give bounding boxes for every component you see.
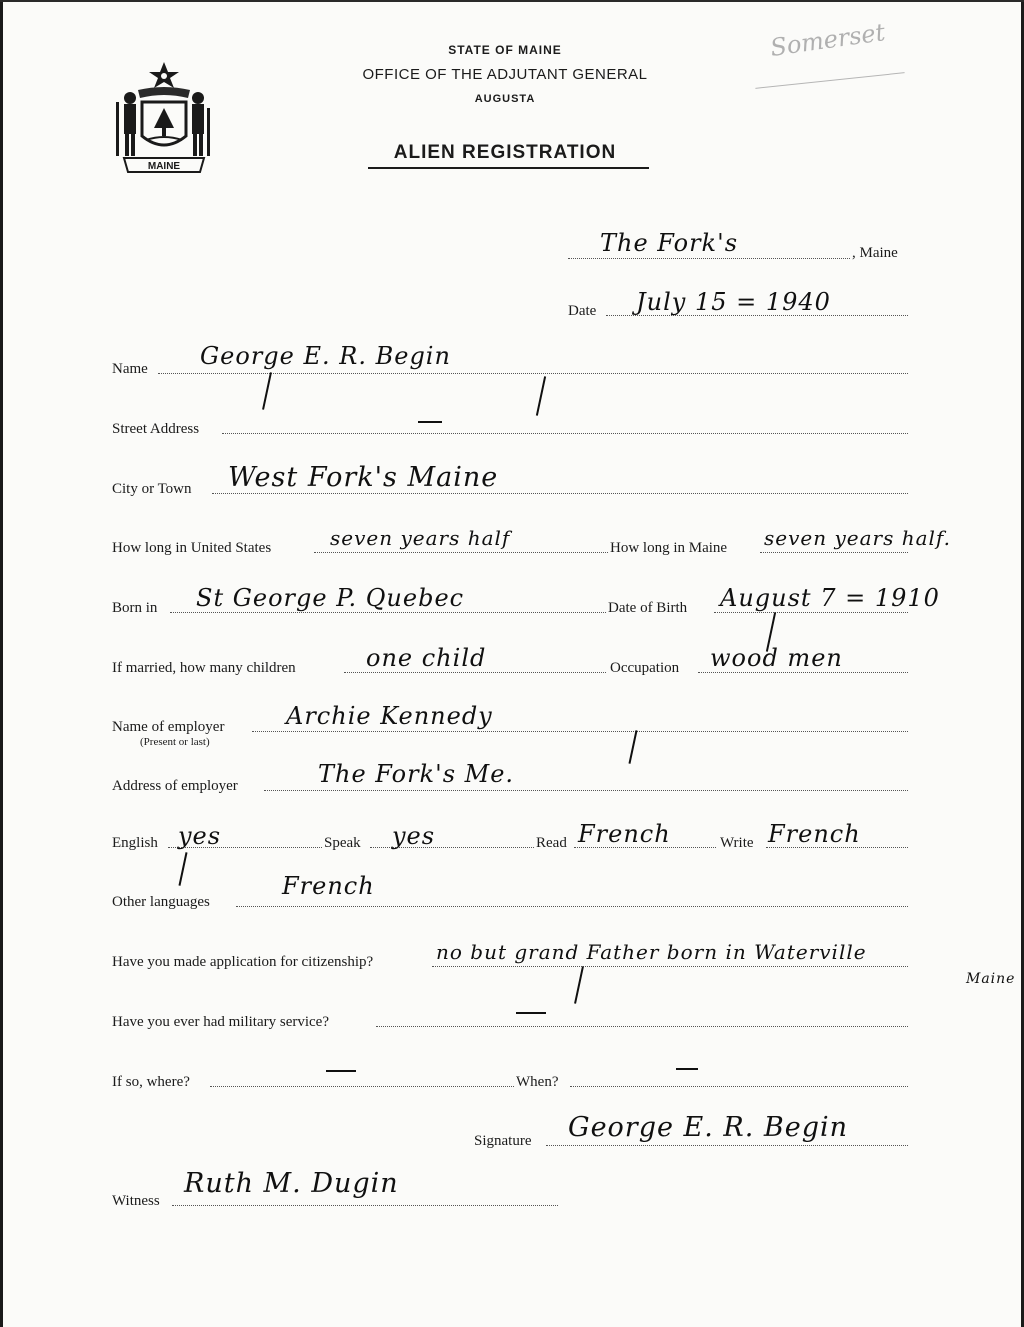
street-address-line bbox=[222, 433, 908, 434]
children-label: If married, how many children bbox=[112, 660, 296, 676]
header-city: AUGUSTA bbox=[474, 93, 536, 105]
children-value: one child bbox=[366, 644, 487, 672]
form-title: ALIEN REGISTRATION bbox=[393, 142, 617, 163]
english-value: yes bbox=[178, 822, 222, 850]
how-long-maine-label: How long in Maine bbox=[610, 540, 728, 556]
header-state: STATE OF MAINE bbox=[448, 43, 562, 57]
date-of-birth-label: Date of Birth bbox=[608, 600, 688, 616]
english-descender bbox=[178, 852, 187, 886]
how-long-us-line bbox=[314, 552, 608, 553]
military-label: Have you ever had military service? bbox=[112, 1014, 329, 1030]
where-dash bbox=[326, 1070, 356, 1072]
place-suffix: , Maine bbox=[852, 245, 898, 261]
scan-edge-top bbox=[0, 0, 1024, 2]
place-value: The Fork's bbox=[600, 229, 739, 257]
name-label: Name bbox=[112, 361, 148, 377]
military-line bbox=[376, 1026, 908, 1027]
signature-value: George E. R. Begin bbox=[568, 1112, 849, 1143]
employer-address-label: Address of employer bbox=[112, 778, 238, 794]
citizenship-overflow: Maine bbox=[966, 971, 1016, 987]
citizenship-line bbox=[432, 966, 908, 967]
maine-state-seal-icon bbox=[108, 58, 220, 178]
speak-value: yes bbox=[392, 822, 436, 850]
witness-line bbox=[172, 1205, 558, 1206]
name-descender bbox=[536, 376, 546, 416]
how-long-maine-line bbox=[760, 552, 908, 553]
write-value: French bbox=[768, 820, 861, 848]
how-long-maine-value: seven years half. bbox=[764, 526, 951, 550]
name-descender bbox=[262, 372, 272, 410]
signature-label: Signature bbox=[474, 1133, 532, 1149]
speak-label: Speak bbox=[324, 835, 361, 851]
city-label: City or Town bbox=[112, 481, 192, 497]
employer-address-line bbox=[264, 790, 908, 791]
employer-value: Archie Kennedy bbox=[286, 702, 493, 730]
where-label: If so, where? bbox=[112, 1074, 190, 1090]
signature-line bbox=[546, 1145, 908, 1146]
employer-sublabel: (Present or last) bbox=[140, 736, 210, 748]
how-long-us-value: seven years half bbox=[330, 526, 511, 550]
where-line bbox=[210, 1086, 514, 1087]
seal-banner-text: MAINE bbox=[147, 161, 181, 172]
children-line bbox=[344, 672, 606, 673]
employer-descender bbox=[628, 730, 637, 764]
witness-value: Ruth M. Dugin bbox=[184, 1168, 399, 1199]
read-value: French bbox=[578, 820, 671, 848]
date-of-birth-line bbox=[714, 612, 908, 613]
city-value: West Fork's Maine bbox=[228, 462, 499, 493]
read-label: Read bbox=[536, 835, 567, 851]
title-underline bbox=[368, 167, 649, 169]
when-dash bbox=[676, 1068, 698, 1070]
occupation-line bbox=[698, 672, 908, 673]
when-line bbox=[570, 1086, 908, 1087]
date-of-birth-value: August 7 = 1910 bbox=[720, 584, 940, 612]
city-line bbox=[212, 493, 908, 494]
how-long-us-label: How long in United States bbox=[112, 540, 272, 556]
county-pencil-rule bbox=[755, 72, 904, 89]
scan-edge-left bbox=[0, 0, 3, 1327]
born-in-value: St George P. Quebec bbox=[196, 584, 465, 612]
street-address-label: Street Address bbox=[112, 421, 200, 437]
employer-line bbox=[252, 731, 908, 732]
when-label: When? bbox=[516, 1074, 559, 1090]
other-languages-label: Other languages bbox=[112, 894, 210, 910]
other-languages-value: French bbox=[282, 872, 375, 900]
military-dash bbox=[516, 1012, 546, 1014]
occupation-label: Occupation bbox=[610, 660, 680, 676]
citizenship-label: Have you made application for citizenship? bbox=[112, 954, 374, 970]
place-line bbox=[568, 258, 850, 259]
witness-label: Witness bbox=[112, 1193, 160, 1209]
street-address-dash bbox=[418, 421, 442, 423]
english-label: English bbox=[112, 835, 158, 851]
citizenship-value: no but grand Father born in Waterville bbox=[436, 940, 867, 964]
header-office: OFFICE OF THE ADJUTANT GENERAL bbox=[362, 66, 648, 83]
born-in-label: Born in bbox=[112, 600, 158, 616]
born-in-line bbox=[170, 612, 606, 613]
employer-address-value: The Fork's Me. bbox=[318, 760, 515, 788]
employer-label: Name of employer bbox=[112, 719, 225, 735]
write-label: Write bbox=[720, 835, 754, 851]
date-label: Date bbox=[568, 303, 597, 319]
name-value: George E. R. Begin bbox=[200, 342, 451, 370]
citizenship-descender bbox=[574, 966, 584, 1004]
other-languages-line bbox=[236, 906, 908, 907]
occupation-value: wood men bbox=[710, 644, 843, 672]
date-value: July 15 = 1940 bbox=[636, 288, 831, 316]
county-pencil-note: Somerset bbox=[768, 18, 887, 62]
